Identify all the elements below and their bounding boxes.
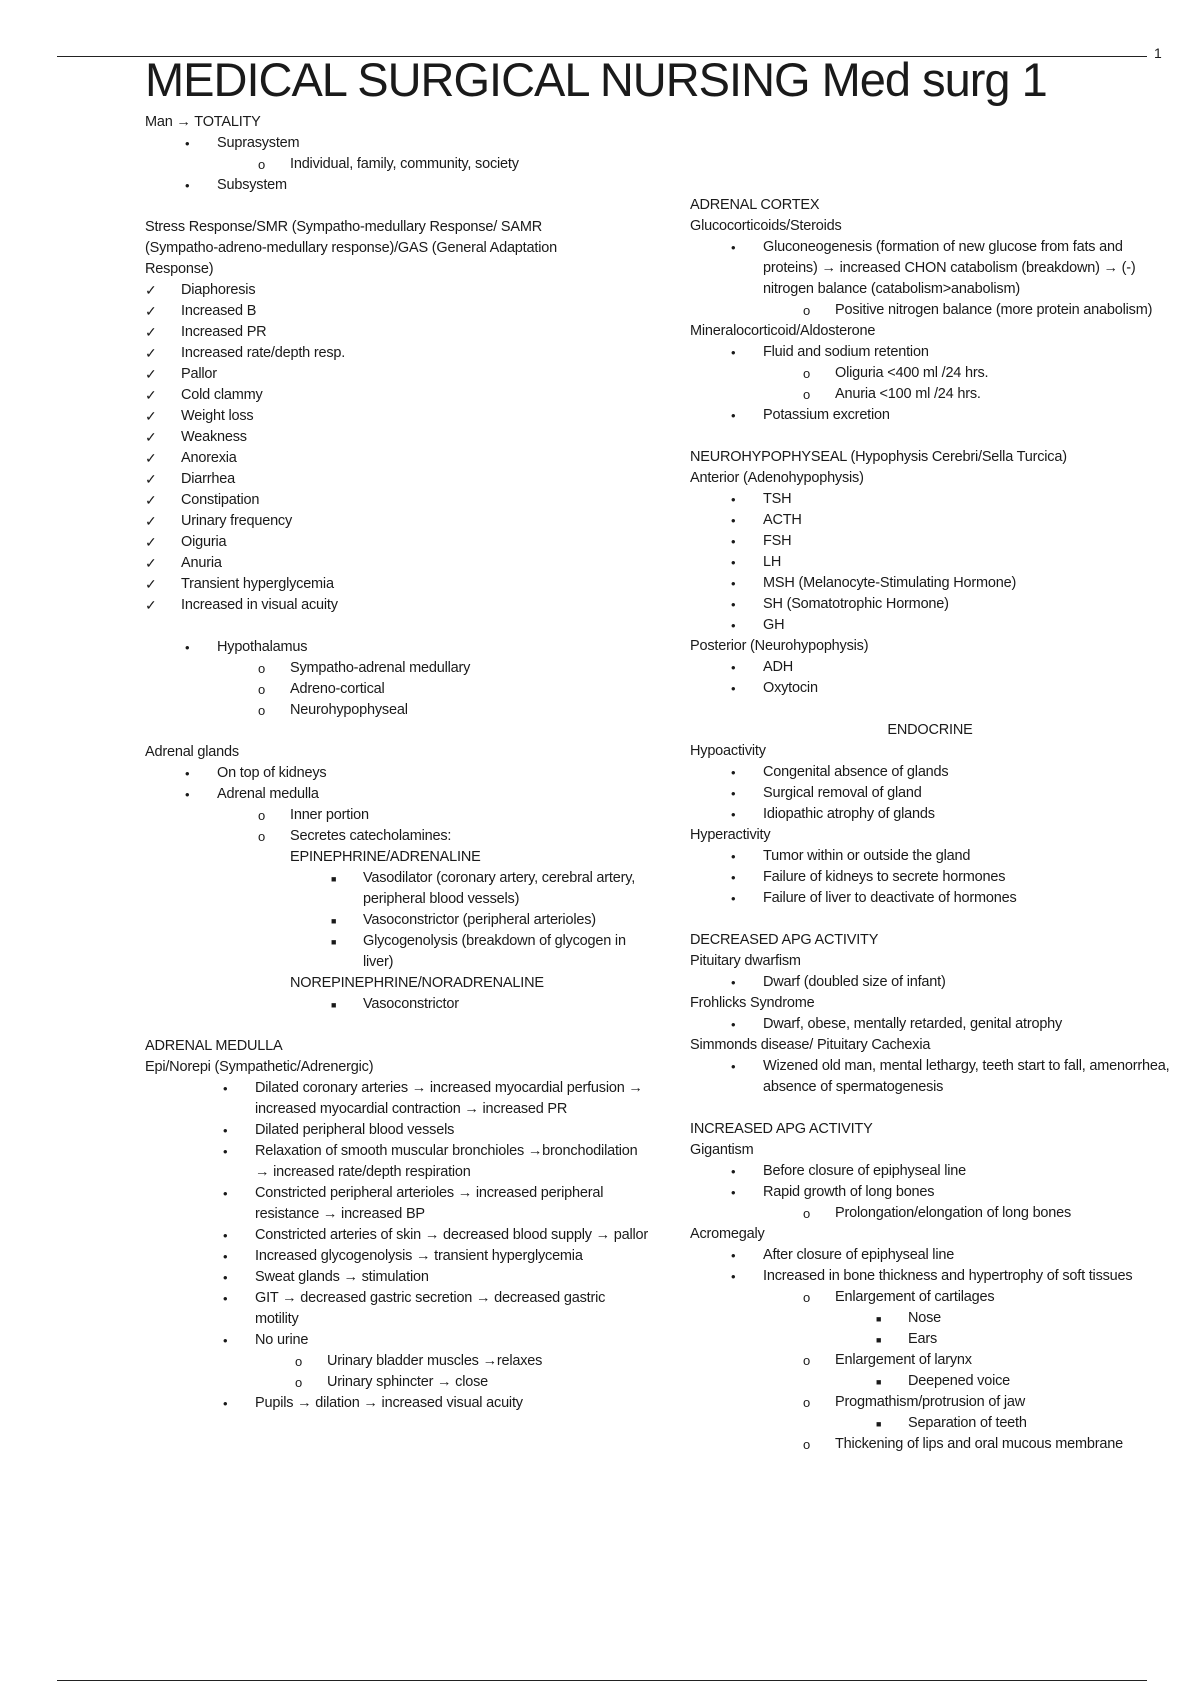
line-text: Anorexia (181, 450, 237, 466)
square-bullet-icon: ■ (876, 1419, 882, 1429)
bullet-item (690, 573, 1170, 594)
bullet-item (690, 510, 1170, 531)
line-text: ADH (763, 659, 794, 675)
footer-rule (57, 1680, 1147, 1681)
blank-line (690, 1098, 1170, 1119)
line-text: Subsystem (217, 177, 287, 193)
check-item (145, 322, 650, 343)
line-text: TSH (763, 491, 792, 507)
square-bullet-icon: ■ (876, 1335, 882, 1345)
line-text: After closure of epiphyseal line (763, 1247, 955, 1263)
bullet-bullet-icon: • (731, 555, 736, 570)
circle-item (690, 1287, 1170, 1308)
circle-bullet-icon: o (258, 661, 266, 676)
bullet-item (690, 783, 1170, 804)
line-text: Transient hyperglycemia (181, 576, 334, 592)
bullet-item (690, 678, 1170, 699)
checkmark-icon: ✓ (145, 303, 157, 319)
line-text: Man → TOTALITY (145, 114, 261, 130)
bullet-item (690, 888, 1170, 909)
text-line (145, 973, 650, 994)
line-text: Glucocorticoids/Steroids (690, 218, 842, 234)
bullet-item (145, 784, 650, 805)
line-text: Positive nitrogen balance (more protein anabolism) (835, 302, 1153, 318)
bullet-item (690, 1182, 1170, 1203)
text-line (690, 468, 1170, 489)
line-text: Congenital absence of glands (763, 764, 949, 780)
bullet-item (690, 405, 1170, 426)
bullet-bullet-icon: • (731, 870, 736, 885)
text-line (690, 930, 1170, 951)
line-text: Adrenal medulla (217, 786, 319, 802)
line-text: Simmonds disease/ Pituitary Cachexia (690, 1037, 931, 1053)
line-text: Increased rate/depth resp. (181, 345, 346, 361)
line-text: GH (763, 617, 785, 633)
bullet-item (690, 1056, 1170, 1098)
bullet-item (145, 133, 650, 154)
checkmark-icon: ✓ (145, 492, 157, 508)
line-text: Tumor within or outside the gland (763, 848, 971, 864)
line-text: Frohlicks Syndrome (690, 995, 815, 1011)
line-text: Urinary sphincter → close (327, 1374, 488, 1390)
bullet-bullet-icon: • (731, 597, 736, 612)
line-text: GIT → decreased gastric secretion → decreased gastric motility (255, 1290, 606, 1327)
bullet-item (690, 1245, 1170, 1266)
check-item (145, 469, 650, 490)
line-text: ENDOCRINE (887, 722, 973, 738)
checkmark-icon: ✓ (145, 534, 157, 550)
line-text: Suprasystem (217, 135, 300, 151)
bullet-bullet-icon: • (731, 240, 736, 255)
line-text: Failure of liver to deactivate of hormones (763, 890, 1017, 906)
bullet-bullet-icon: • (731, 681, 736, 696)
circle-item (145, 154, 650, 175)
line-text: EPINEPHRINE/ADRENALINE (290, 849, 481, 865)
check-item (145, 553, 650, 574)
circle-item (690, 1392, 1170, 1413)
blank-line (145, 616, 650, 637)
text-line (690, 1224, 1170, 1245)
line-text: Acromegaly (690, 1226, 765, 1242)
bullet-item (145, 1120, 650, 1141)
bullet-bullet-icon: • (223, 1186, 228, 1201)
square-bullet-icon: ■ (331, 1000, 337, 1010)
line-text: Urinary frequency (181, 513, 293, 529)
bullet-item (145, 1267, 650, 1288)
checkmark-icon: ✓ (145, 324, 157, 340)
checkmark-icon: ✓ (145, 555, 157, 571)
line-text: No urine (255, 1332, 309, 1348)
blank-line (690, 426, 1170, 447)
circle-item (690, 1350, 1170, 1371)
bullet-bullet-icon: • (731, 576, 736, 591)
line-text: Mineralocorticoid/Aldosterone (690, 323, 876, 339)
line-text: Wizened old man, mental lethargy, teeth start to fall, amenorrhea, absence of spermatogenesis (763, 1058, 1170, 1095)
line-text: Inner portion (290, 807, 369, 823)
line-text: Gigantism (690, 1142, 754, 1158)
line-text: NEUROHYPOPHYSEAL (Hypophysis Cerebri/Sella Turcica) (690, 449, 1067, 465)
bullet-item (690, 615, 1170, 636)
checkmark-icon: ✓ (145, 387, 157, 403)
square-bullet-icon: ■ (876, 1314, 882, 1324)
bullet-bullet-icon: • (731, 1185, 736, 1200)
bullet-bullet-icon: • (223, 1081, 228, 1096)
bullet-bullet-icon: • (223, 1144, 228, 1159)
square-bullet-icon: ■ (331, 874, 337, 884)
check-item (145, 448, 650, 469)
square-bullet-icon: ■ (876, 1377, 882, 1387)
square-item (145, 910, 650, 931)
line-text: Deepened voice (908, 1373, 1010, 1389)
square-item (145, 931, 650, 973)
bullet-bullet-icon: • (731, 513, 736, 528)
bullet-item (690, 1266, 1170, 1287)
checkmark-icon: ✓ (145, 450, 157, 466)
bullet-item (145, 1183, 650, 1225)
bullet-bullet-icon: • (731, 618, 736, 633)
square-item (690, 1371, 1170, 1392)
circle-bullet-icon: o (295, 1375, 303, 1390)
bullet-bullet-icon: • (185, 136, 190, 151)
line-text: Hypothalamus (217, 639, 308, 655)
line-text: Anuria (181, 555, 222, 571)
bullet-bullet-icon: • (731, 765, 736, 780)
line-text: Relaxation of smooth muscular bronchioles →bronchodilation → increased rate/depth respiration (255, 1143, 638, 1180)
check-item (145, 343, 650, 364)
circle-item (690, 300, 1170, 321)
line-text: FSH (763, 533, 792, 549)
line-text: Weight loss (181, 408, 254, 424)
line-text: Vasoconstrictor (peripheral arterioles) (363, 912, 596, 928)
bullet-item (145, 763, 650, 784)
circle-item (690, 1203, 1170, 1224)
circle-bullet-icon: o (803, 1206, 811, 1221)
line-text: LH (763, 554, 782, 570)
line-text: MSH (Melanocyte-Stimulating Hormone) (763, 575, 1017, 591)
circle-bullet-icon: o (803, 1395, 811, 1410)
line-text: Glycogenolysis (breakdown of glycogen in liver) (363, 933, 626, 970)
bullet-item (145, 1246, 650, 1267)
line-text: Constipation (181, 492, 260, 508)
bullet-bullet-icon: • (223, 1270, 228, 1285)
text-line (690, 321, 1170, 342)
circle-bullet-icon: o (803, 303, 811, 318)
line-text: Oxytocin (763, 680, 818, 696)
checkmark-icon: ✓ (145, 576, 157, 592)
line-text: Before closure of epiphyseal line (763, 1163, 966, 1179)
text-line (690, 1119, 1170, 1140)
circle-item (690, 384, 1170, 405)
line-text: Sweat glands → stimulation (255, 1269, 429, 1285)
circle-bullet-icon: o (258, 682, 266, 697)
line-text: Rapid growth of long bones (763, 1184, 935, 1200)
check-item (145, 364, 650, 385)
bullet-bullet-icon: • (731, 1059, 736, 1074)
line-text: INCREASED APG ACTIVITY (690, 1121, 873, 1137)
text-line (145, 742, 650, 763)
bullet-item (690, 594, 1170, 615)
text-line (690, 195, 1170, 216)
line-text: Enlargement of cartilages (835, 1289, 995, 1305)
text-line (690, 216, 1170, 237)
checkmark-icon: ✓ (145, 366, 157, 382)
bullet-item (690, 1161, 1170, 1182)
line-text: ADRENAL MEDULLA (145, 1038, 283, 1054)
line-text: Anterior (Adenohypophysis) (690, 470, 864, 486)
bullet-item (145, 1393, 650, 1414)
line-text: Idiopathic atrophy of glands (763, 806, 935, 822)
line-text: On top of kidneys (217, 765, 327, 781)
bullet-bullet-icon: • (731, 1164, 736, 1179)
circle-item (690, 363, 1170, 384)
line-text: Increased B (181, 303, 257, 319)
blank-line (145, 1015, 650, 1036)
text-line (690, 825, 1170, 846)
square-item (145, 868, 650, 910)
circle-item (145, 700, 650, 721)
bullet-item (145, 1141, 650, 1183)
bullet-bullet-icon: • (731, 534, 736, 549)
check-item (145, 301, 650, 322)
check-item (145, 532, 650, 553)
blank-line (145, 721, 650, 742)
line-text: Dilated peripheral blood vessels (255, 1122, 455, 1138)
square-item (690, 1308, 1170, 1329)
line-text: Pallor (181, 366, 217, 382)
line-text: Prolongation/elongation of long bones (835, 1205, 1072, 1221)
line-text: Vasodilator (coronary artery, cerebral artery, peripheral blood vessels) (363, 870, 636, 907)
left-column (145, 112, 650, 1414)
bullet-bullet-icon: • (731, 345, 736, 360)
line-text: Ears (908, 1331, 938, 1347)
bullet-item (690, 846, 1170, 867)
checkmark-icon: ✓ (145, 345, 157, 361)
bullet-bullet-icon: • (185, 640, 190, 655)
square-bullet-icon: ■ (331, 916, 337, 926)
circle-bullet-icon: o (803, 366, 811, 381)
bullet-bullet-icon: • (731, 975, 736, 990)
line-text: Thickening of lips and oral mucous membrane (835, 1436, 1123, 1452)
circle-bullet-icon: o (803, 1290, 811, 1305)
check-item (145, 595, 650, 616)
bullet-item (690, 342, 1170, 363)
checkmark-icon: ✓ (145, 408, 157, 424)
bullet-bullet-icon: • (223, 1291, 228, 1306)
bullet-item (690, 657, 1170, 678)
blank-line (690, 909, 1170, 930)
circle-item (145, 1372, 650, 1393)
circle-bullet-icon: o (258, 829, 266, 844)
text-line (145, 1057, 650, 1078)
text-line (690, 951, 1170, 972)
check-item (145, 427, 650, 448)
text-line (690, 993, 1170, 1014)
square-item (145, 994, 650, 1015)
line-text: Adrenal glands (145, 744, 239, 760)
bullet-item (690, 762, 1170, 783)
line-text: Constricted arteries of skin → decreased blood supply → pallor (255, 1227, 648, 1243)
circle-item (145, 805, 650, 826)
bullet-item (145, 175, 650, 196)
line-text: Potassium excretion (763, 407, 890, 423)
circle-bullet-icon: o (258, 703, 266, 718)
bullet-bullet-icon: • (731, 660, 736, 675)
line-text: ADRENAL CORTEX (690, 197, 820, 213)
check-item (145, 280, 650, 301)
text-line (145, 217, 575, 280)
circle-item (145, 679, 650, 700)
checkmark-icon: ✓ (145, 282, 157, 298)
line-text: Vasoconstrictor (363, 996, 459, 1012)
line-text: Enlargement of larynx (835, 1352, 972, 1368)
bullet-bullet-icon: • (731, 1269, 736, 1284)
text-line (690, 636, 1170, 657)
text-line (690, 741, 1170, 762)
line-text: Diarrhea (181, 471, 236, 487)
line-text: Progmathism/protrusion of jaw (835, 1394, 1026, 1410)
bullet-item (145, 1078, 650, 1120)
line-text: Urinary bladder muscles →relaxes (327, 1353, 543, 1369)
line-text: Increased in bone thickness and hypertrophy of soft tissues (763, 1268, 1133, 1284)
circle-bullet-icon: o (295, 1354, 303, 1369)
bullet-item (145, 1330, 650, 1351)
line-text: Nose (908, 1310, 942, 1326)
line-text: Neurohypophyseal (290, 702, 408, 718)
line-text: Diaphoresis (181, 282, 256, 298)
line-text: Individual, family, community, society (290, 156, 519, 172)
blank-line (145, 196, 650, 217)
line-text: Weakness (181, 429, 247, 445)
line-text: Increased PR (181, 324, 267, 340)
bullet-bullet-icon: • (223, 1228, 228, 1243)
circle-bullet-icon: o (258, 808, 266, 823)
bullet-bullet-icon: • (731, 786, 736, 801)
text-line (690, 720, 1170, 741)
line-text: SH (Somatotrophic Hormone) (763, 596, 949, 612)
bullet-bullet-icon: • (731, 1017, 736, 1032)
line-text: NOREPINEPHRINE/NORADRENALINE (290, 975, 544, 991)
line-text: Secretes catecholamines: (290, 828, 452, 844)
bullet-bullet-icon: • (185, 178, 190, 193)
line-text: Anuria <100 ml /24 hrs. (835, 386, 981, 402)
line-text: Constricted peripheral arterioles → increased peripheral resistance → increased BP (255, 1185, 604, 1222)
bullet-bullet-icon: • (731, 408, 736, 423)
line-text: Gluconeogenesis (formation of new glucose from fats and proteins) → increased CHON catabolism (breakdown) → (-) nitrogen balance (catabolism>anabolism) (763, 239, 1136, 297)
line-text: Hyperactivity (690, 827, 771, 843)
line-text: Epi/Norepi (Sympathetic/Adrenergic) (145, 1059, 374, 1075)
line-text: Posterior (Neurohypophysis) (690, 638, 869, 654)
bullet-bullet-icon: • (185, 766, 190, 781)
line-text: Hypoactivity (690, 743, 766, 759)
line-text: Failure of kidneys to secrete hormones (763, 869, 1006, 885)
line-text: Oliguria <400 ml /24 hrs. (835, 365, 989, 381)
checkmark-icon: ✓ (145, 429, 157, 445)
bullet-bullet-icon: • (223, 1333, 228, 1348)
line-text: Dwarf (doubled size of infant) (763, 974, 946, 990)
checkmark-icon: ✓ (145, 597, 157, 613)
circle-item (690, 1434, 1170, 1455)
bullet-bullet-icon: • (223, 1249, 228, 1264)
check-item (145, 511, 650, 532)
bullet-item (690, 552, 1170, 573)
bullet-item (690, 804, 1170, 825)
bullet-item (690, 237, 1170, 300)
line-text: Surgical removal of gland (763, 785, 922, 801)
bullet-item (690, 489, 1170, 510)
bullet-bullet-icon: • (731, 807, 736, 822)
circle-bullet-icon: o (803, 387, 811, 402)
circle-bullet-icon: o (803, 1353, 811, 1368)
square-item (690, 1413, 1170, 1434)
line-text: Separation of teeth (908, 1415, 1027, 1431)
circle-item (145, 1351, 650, 1372)
bullet-item (145, 1288, 650, 1330)
text-line (690, 1140, 1170, 1161)
line-text: Pituitary dwarfism (690, 953, 801, 969)
text-line (145, 112, 650, 133)
line-text: Increased glycogenolysis → transient hyperglycemia (255, 1248, 583, 1264)
line-text: Dwarf, obese, mentally retarded, genital atrophy (763, 1016, 1063, 1032)
blank-line (690, 699, 1170, 720)
line-text: ACTH (763, 512, 802, 528)
line-text: Oiguria (181, 534, 227, 550)
bullet-item (145, 637, 650, 658)
bullet-item (690, 972, 1170, 993)
bullet-bullet-icon: • (731, 891, 736, 906)
check-item (145, 490, 650, 511)
line-text: Pupils → dilation → increased visual acuity (255, 1395, 523, 1411)
square-bullet-icon: ■ (331, 937, 337, 947)
line-text: Sympatho-adrenal medullary (290, 660, 471, 676)
text-line (690, 1035, 1170, 1056)
square-item (690, 1329, 1170, 1350)
line-text: Dilated coronary arteries → increased myocardial perfusion → increased myocardial contraction → increased PR (255, 1080, 643, 1117)
circle-item (145, 658, 650, 679)
page-number: 1 (1154, 45, 1162, 61)
bullet-bullet-icon: • (223, 1123, 228, 1138)
bullet-bullet-icon: • (223, 1396, 228, 1411)
line-text: Stress Response/SMR (Sympatho-medullary Response/ SAMR (Sympatho-adreno-medullary response)/GAS (General Adaptation Response) (145, 219, 557, 277)
text-line (145, 1036, 650, 1057)
circle-bullet-icon: o (258, 157, 266, 172)
line-text: Increased in visual acuity (181, 597, 338, 613)
bullet-item (690, 1014, 1170, 1035)
line-text: Adreno-cortical (290, 681, 385, 697)
circle-item (145, 826, 650, 847)
line-text: DECREASED APG ACTIVITY (690, 932, 879, 948)
bullet-bullet-icon: • (731, 849, 736, 864)
bullet-item (145, 1225, 650, 1246)
check-item (145, 406, 650, 427)
check-item (145, 574, 650, 595)
bullet-item (690, 531, 1170, 552)
bullet-bullet-icon: • (185, 787, 190, 802)
line-text: Cold clammy (181, 387, 263, 403)
bullet-item (690, 867, 1170, 888)
right-column (690, 195, 1170, 1455)
line-text: Fluid and sodium retention (763, 344, 929, 360)
text-line (690, 447, 1170, 468)
circle-bullet-icon: o (803, 1437, 811, 1452)
bullet-bullet-icon: • (731, 492, 736, 507)
text-line (145, 847, 650, 868)
checkmark-icon: ✓ (145, 471, 157, 487)
checkmark-icon: ✓ (145, 513, 157, 529)
page-title: MEDICAL SURGICAL NURSING Med surg 1 (145, 53, 1047, 106)
bullet-bullet-icon: • (731, 1248, 736, 1263)
check-item (145, 385, 650, 406)
